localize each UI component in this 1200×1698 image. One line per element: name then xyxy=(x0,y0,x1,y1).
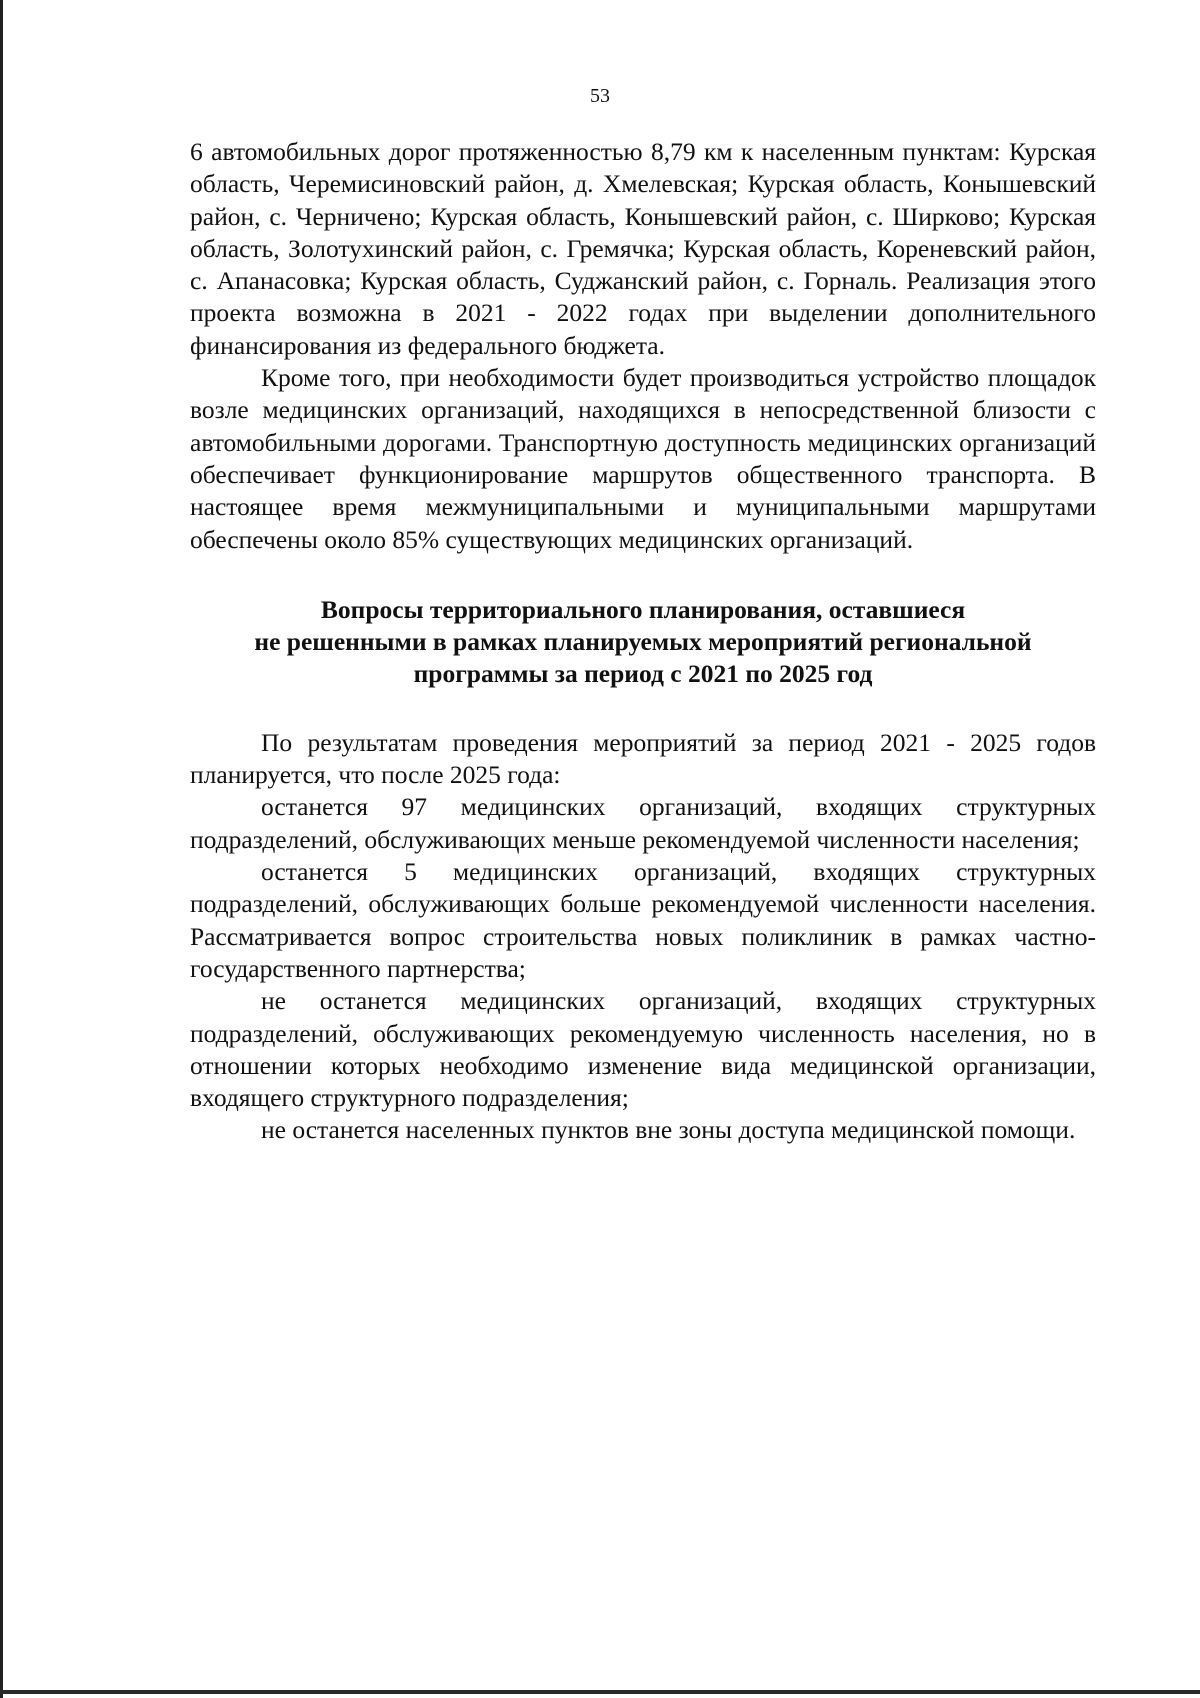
page-number: 53 xyxy=(590,85,610,107)
paragraph-item-less-population: останется 97 медицинских организаций, входящих структурных подразделений, обслуживающих меньше рекомендуемой численности населения; xyxy=(190,792,1096,854)
section-heading-line-2: не решенными в рамках планируемых мероприятий региональной xyxy=(254,626,1032,656)
paragraph-item-access-zone: не останется населенных пунктов вне зоны доступа медицинской помощи. xyxy=(261,1115,1076,1145)
paragraph-roads: 6 автомобильных дорог протяженностью 8,79 км к населенным пунктам: Курская область, Черемисиновский район, д. Хмелевская; Курская область, Конышевский район, с. Черничено; Курская область, Конышевский район, с. Ширково; Курская область, Золотухинский район, с. Гремячка; Курская область, Кореневский район, с. Апанасовка; Курская область, Суджанский район, с. Горналь. Реализация этого проекта возможна в 2021 - 2022 годах при выделении дополнительного финансирования из федерального бюджета. xyxy=(190,137,1096,360)
section-heading xyxy=(190,594,1096,690)
paragraph-transport: Кроме того, при необходимости будет производиться устройство площадок возле медицинских организаций, находящихся в непосредственной близости с автомобильными дорогами. Транспортную доступность медицинских организаций обеспечивает функционирование маршрутов общественного транспорта. В настоящее время межмуниципальными и муниципальными маршрутами обеспечены около 85% существующих медицинских организаций. xyxy=(190,363,1096,554)
section-heading-line-1: Вопросы территориального планирования, оставшиеся xyxy=(320,594,966,624)
scan-edge-left xyxy=(0,0,3,1698)
paragraph-item-more-population: останется 5 медицинских организаций, входящих структурных подразделений, обслуживающих больше рекомендуемой численности населения. Рассматривается вопрос строительства новых поликлиник в рамках частно-государственного партнерства; xyxy=(190,857,1096,983)
scan-edge-bottom xyxy=(0,1690,1200,1694)
document-body xyxy=(190,136,1096,1147)
paragraph-item-type-change: не останется медицинских организаций, входящих структурных подразделений, обслуживающих рекомендуемую численность населения, но в отношении которых необходимо изменение вида медицинской организации, входящего структурного подразделения; xyxy=(190,986,1096,1113)
paragraph-results-intro: По результатам проведения мероприятий за период 2021 - 2025 годов планируется, что после 2025 года: xyxy=(190,727,1096,790)
section-heading-line-3: программы за период с 2021 по 2025 год xyxy=(413,658,873,688)
